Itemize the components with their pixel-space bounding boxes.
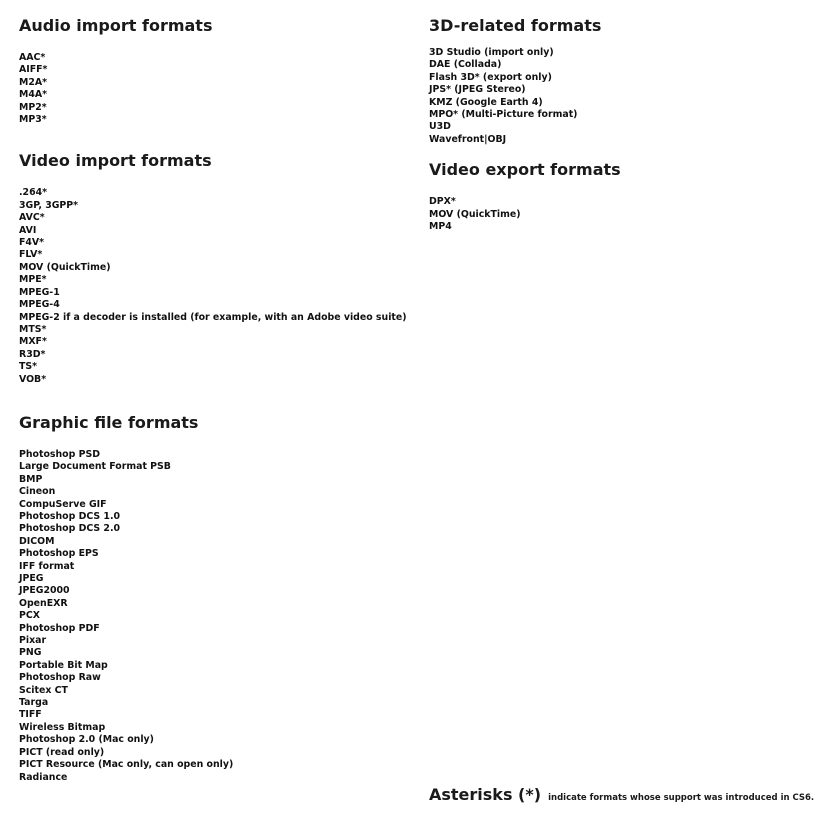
format-item: JPEG <box>19 573 44 584</box>
format-item: Photoshop 2.0 (Mac only) <box>19 734 154 746</box>
format-item: 3GP, 3GPP* <box>19 199 79 211</box>
video-export-section <box>429 159 824 233</box>
asterisk-footnote <box>429 785 814 804</box>
format-item: DAE (Collada) <box>429 59 502 71</box>
format-item: VOB* <box>19 373 47 385</box>
format-item: TS* <box>19 361 38 373</box>
format-item: Large Document Format PSB <box>19 461 171 473</box>
format-item: DPX* <box>429 196 456 208</box>
format-item: PCX <box>19 610 40 622</box>
format-item: AVC* <box>19 212 45 224</box>
format-item: F4V* <box>19 237 45 249</box>
format-item: JPEG2000 <box>19 585 70 597</box>
format-item: Photoshop Raw <box>19 672 101 684</box>
format-item: R3D* <box>19 348 46 360</box>
format-item: M2A* <box>19 76 48 88</box>
format-item: Wireless Bitmap <box>19 721 106 733</box>
graphic-formats-heading: Graphic file formats <box>19 412 199 432</box>
format-item: Portable Bit Map <box>19 659 108 671</box>
right-column <box>429 15 824 233</box>
format-item: MOV (QuickTime) <box>19 261 111 273</box>
format-item: .264* <box>19 187 48 199</box>
formats-3d-section <box>429 15 824 146</box>
format-item: KMZ (Google Earth 4) <box>429 96 543 108</box>
format-item: MP4 <box>429 221 452 233</box>
format-item: Pixar <box>19 635 47 647</box>
format-item: Flash 3D* (export only) <box>429 71 552 83</box>
graphic-formats-list <box>19 449 419 784</box>
format-item: M4A* <box>19 89 48 101</box>
format-item: Targa <box>19 697 49 709</box>
video-import-list <box>19 187 419 386</box>
video-export-list <box>429 196 824 233</box>
video-export-heading: Video export formats <box>429 160 621 180</box>
graphic-formats-section <box>19 412 419 784</box>
format-item: PICT Resource (Mac only, can open only) <box>19 759 234 771</box>
format-item: MPEG-4 <box>19 299 60 311</box>
format-item: DICOM <box>19 535 55 547</box>
format-item: BMP <box>19 473 43 485</box>
format-item: Wavefront|OBJ <box>429 133 507 145</box>
audio-import-heading: Audio import formats <box>19 16 213 35</box>
format-item: MOV (QuickTime) <box>429 208 521 220</box>
formats-3d-heading: 3D-related formats <box>429 16 602 35</box>
format-item: Radiance <box>19 771 68 783</box>
format-item: FLV* <box>19 249 43 261</box>
format-item: Photoshop PSD <box>19 448 100 460</box>
format-item: OpenEXR <box>19 597 68 609</box>
format-item: MPEG-1 <box>19 286 60 298</box>
video-import-heading: Video import formats <box>19 151 212 171</box>
format-item: IFF format <box>19 560 75 572</box>
left-column <box>19 15 419 784</box>
audio-import-list <box>19 52 419 126</box>
format-item: MP3* <box>19 114 47 126</box>
format-item: MTS* <box>19 323 47 335</box>
format-item: 3D Studio (import only) <box>429 47 554 58</box>
format-item: PNG <box>19 647 42 659</box>
format-item: Cineon <box>19 486 56 498</box>
format-item: AIFF* <box>19 64 48 76</box>
format-item: TIFF <box>19 709 42 721</box>
format-item: Scitex CT <box>19 684 68 696</box>
format-item: U3D <box>429 121 451 133</box>
format-item: MPE* <box>19 274 47 286</box>
format-item: MXF* <box>19 336 47 348</box>
format-item: Photoshop DCS 2.0 <box>19 523 121 535</box>
format-item: CompuServe GIF <box>19 498 107 510</box>
footnote-lead: Asterisks (*) <box>429 785 542 804</box>
format-item: Photoshop DCS 1.0 <box>19 510 121 522</box>
footnote-text: indicate formats whose support was introduced in CS6. <box>548 793 815 803</box>
formats-3d-list <box>429 47 824 146</box>
format-item: Photoshop PDF <box>19 622 100 634</box>
format-item: AVI <box>19 224 37 236</box>
format-item: MPEG-2 if a decoder is installed (for example, with an Adobe video suite) <box>19 311 407 323</box>
format-item: AAC* <box>19 52 46 63</box>
format-item: Photoshop EPS <box>19 548 99 560</box>
format-item: MPO* (Multi-Picture format) <box>429 109 578 121</box>
format-item: JPS* (JPEG Stereo) <box>429 84 526 96</box>
video-import-section <box>19 150 419 386</box>
format-item: PICT (read only) <box>19 746 105 758</box>
audio-import-section <box>19 15 419 126</box>
format-item: MP2* <box>19 101 47 113</box>
